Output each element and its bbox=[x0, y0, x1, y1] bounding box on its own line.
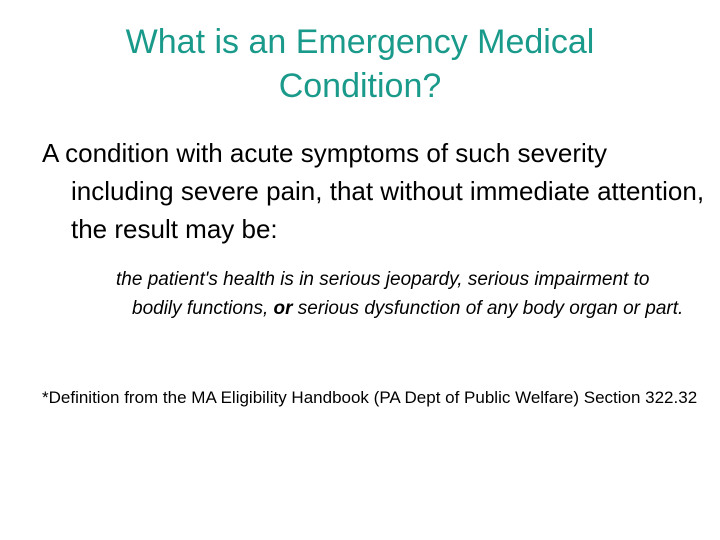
consequence-text-part1: the patient's health is in serious jeopardy, serious impairment to bodily functions, bbox=[116, 269, 650, 319]
definition-text: A condition with acute symptoms of such severity including severe pain, that without immediate attention, the result may be: bbox=[42, 138, 705, 244]
consequence-text bbox=[116, 265, 692, 323]
consequence-text-part2: serious dysfunction of any body organ or part. bbox=[292, 298, 684, 319]
slide-title: What is an Emergency Medical Condition? bbox=[125, 23, 595, 105]
footnote: *Definition from the MA Eligibility Handbook (PA Dept of Public Welfare) Section 322.32 bbox=[42, 388, 698, 407]
consequence-text-bold: or bbox=[273, 298, 293, 319]
